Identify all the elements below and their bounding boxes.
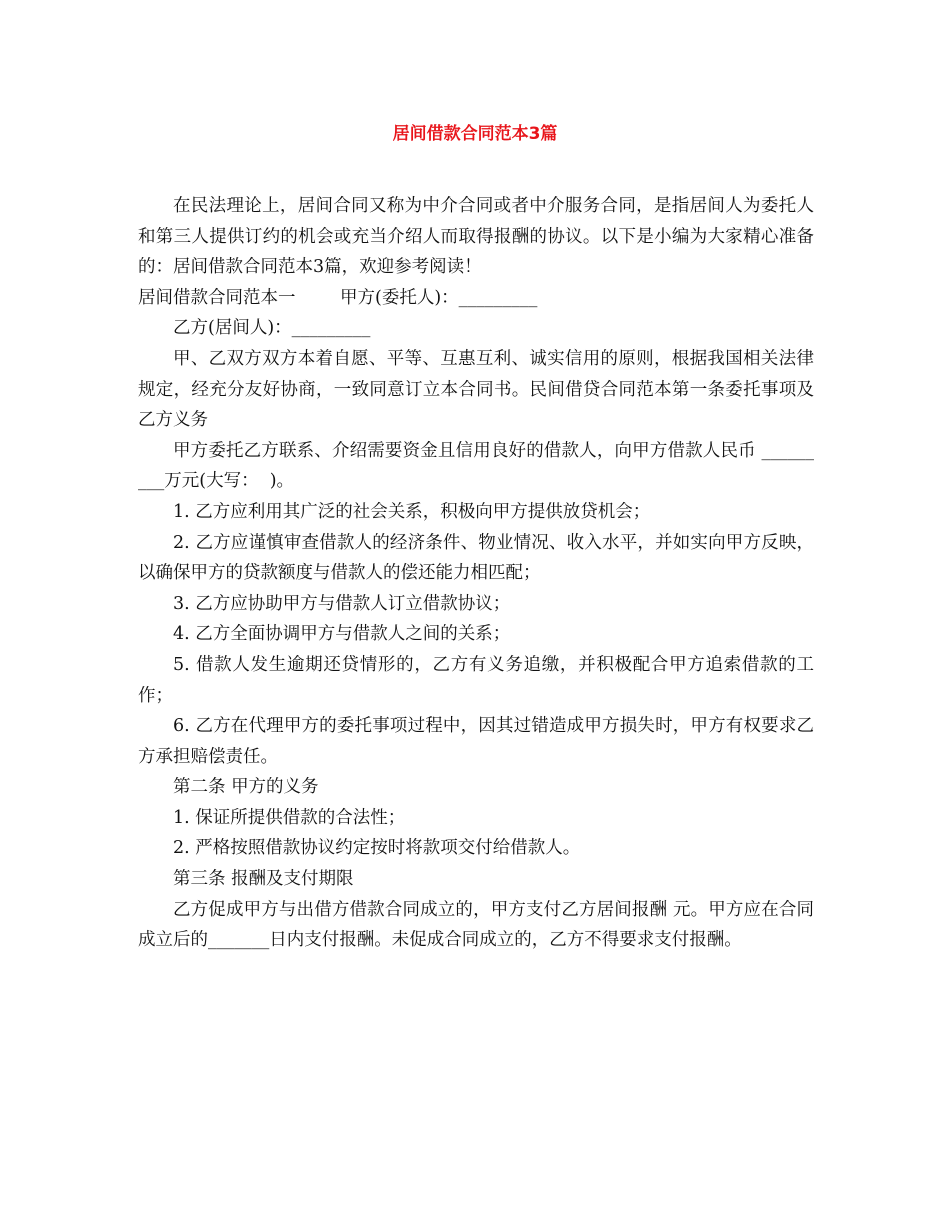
- paragraph: 甲、乙双方双方本着自愿、平等、互惠互利、诚实信用的原则，根据我国相关法律规定，经充分友好协商，一致同意订立本合同书。民间借贷合同范本第一条委托事项及乙方义务: [138, 348, 814, 431]
- paragraph: 乙方(居间人)：_________: [173, 318, 371, 339]
- paragraph: 乙方促成甲方与出借方借款合同成立的，甲方支付乙方居间报酬 元。甲方应在合同成立后的_______日内支付报酬。未促成合同成立的，乙方不得要求支付报酬。: [138, 899, 814, 951]
- document-body: [138, 191, 814, 956]
- paragraph: 第三条 报酬及支付期限: [173, 869, 354, 890]
- paragraph: 1. 乙方应利用其广泛的社会关系，积极向甲方提供放贷机会；: [173, 501, 651, 522]
- paragraph: 甲方委托乙方联系、介绍需要资金且信用良好的借款人，向甲方借款人民币 _________万元(大写： )。: [138, 440, 814, 492]
- paragraph: 3. 乙方应协助甲方与借款人订立借款协议；: [173, 593, 511, 614]
- paragraph: 2. 乙方应谨慎审查借款人的经济条件、物业情况、收入水平，并如实向甲方反映，以确保甲方的贷款额度与借款人的偿还能力相匹配；: [138, 532, 814, 584]
- paragraph: 2. 严格按照借款协议约定按时将款项交付给借款人。: [173, 838, 581, 859]
- paragraph: 第二条 甲方的义务: [173, 777, 319, 798]
- paragraph: 5. 借款人发生逾期还贷情形的，乙方有义务追缴，并积极配合甲方追索借款的工作；: [138, 654, 814, 706]
- paragraph: 6. 乙方在代理甲方的委托事项过程中，因其过错造成甲方损失时，甲方有权要求乙方承担赔偿责任。: [138, 716, 814, 767]
- document-title: 居间借款合同范本3篇: [392, 124, 558, 144]
- paragraph: 在民法理论上，居间合同又称为中介合同或者中介服务合同，是指居间人为委托人和第三人提供订约的机会或充当介绍人而取得报酬的协议。以下是小编为大家精心准备的：居间借款合同范本3篇，欢迎参考阅读！: [138, 196, 814, 278]
- paragraph: 4. 乙方全面协调甲方与借款人之间的关系；: [173, 624, 511, 645]
- paragraph: 1. 保证所提供借款的合法性；: [173, 807, 406, 828]
- paragraph: 居间借款合同范本一 甲方(委托人)：_________: [138, 287, 538, 308]
